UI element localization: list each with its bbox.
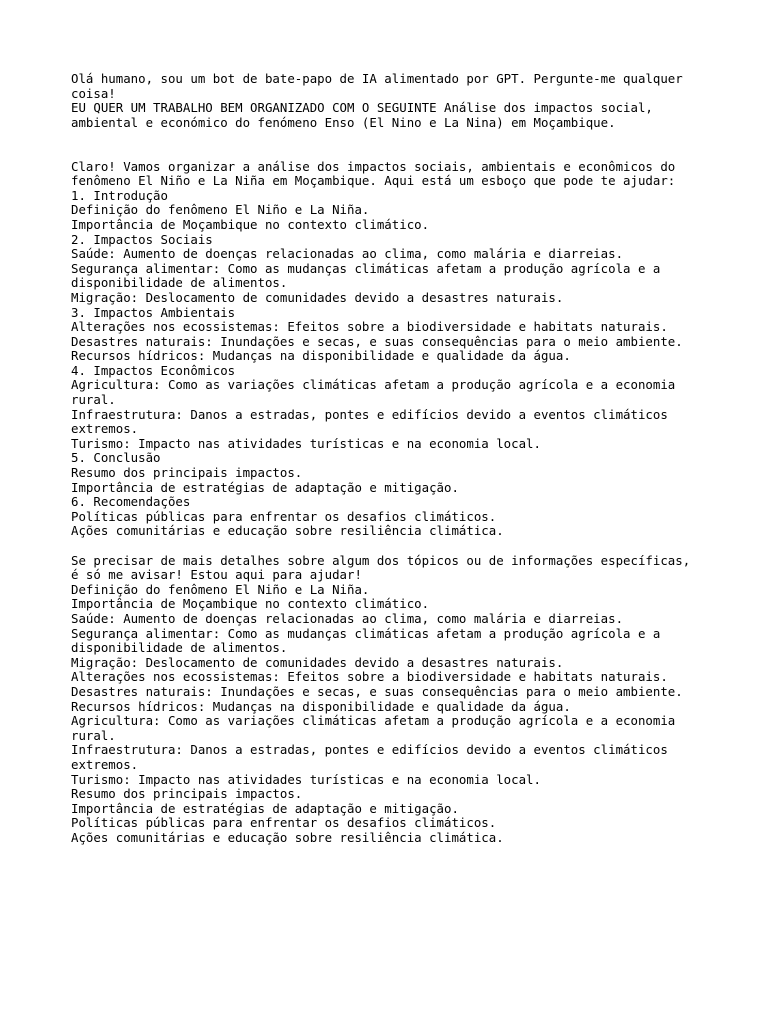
text-line: 1. Introdução [71,187,168,203]
text-line: 3. Impactos Ambientais [71,304,236,320]
text-line: Alterações nos ecossistemas: Efeitos sobre a biodiversidade e habitats naturais. [71,669,668,685]
text-line: Turismo: Impacto nas atividades turísticas e na economia local. [71,435,541,451]
text-line: Saúde: Aumento de doenças relacionadas ao clima, como malária e diarreias. [71,610,624,626]
text-line: Recursos hídricos: Mudanças na disponibilidade e qualidade da água. [71,348,571,364]
text-line: Importância de estratégias de adaptação e mitigação. [71,800,459,816]
section-gap [71,130,731,159]
text-line: Desastres naturais: Inundações e secas, e suas consequências para o meio ambiente. [71,333,683,349]
bot-followup-block [71,554,731,846]
text-line: Definição do fenômeno El Niño e La Niña. [71,202,370,218]
text-line: Recursos hídricos: Mudanças na disponibilidade e qualidade da água. [71,698,571,714]
text-line: rural. [71,727,116,743]
text-line: Se precisar de mais detalhes sobre algum dos tópicos ou de informações específicas, [71,552,691,568]
user-prompt-block [71,72,731,130]
text-line: Alterações nos ecossistemas: Efeitos sobre a biodiversidade e habitats naturais. [71,319,668,335]
section-gap [71,539,731,554]
text-line: Ações comunitárias e educação sobre resiliência climática. [71,829,504,845]
text-line: Importância de estratégias de adaptação e mitigação. [71,479,459,495]
text-line: é só me avisar! Estou aqui para ajudar! [71,567,362,583]
text-line: EU QUER UM TRABALHO BEM ORGANIZADO COM O SEGUINTE Análise dos impactos social, [71,100,653,116]
text-line: extremos. [71,756,139,772]
text-line: Políticas públicas para enfrentar os desafios climáticos. [71,815,497,831]
text-line: fenômeno El Niño e La Niña em Moçambique. Aqui está um esboço que pode te ajudar: [71,173,676,189]
text-line: 6. Recomendações [71,494,191,510]
text-line: Olá humano, sou um bot de bate-papo de IA alimentado por GPT. Pergunte-me qualquer [71,71,683,86]
text-line: disponibilidade de alimentos. [71,275,288,291]
text-line: Saúde: Aumento de doenças relacionadas ao clima, como malária e diarreias. [71,246,624,262]
text-line: Definição do fenômeno El Niño e La Niña. [71,581,370,597]
text-line: Segurança alimentar: Como as mudanças climáticas afetam a produção agrícola e a [71,260,661,276]
text-line: disponibilidade de alimentos. [71,640,288,656]
text-line: rural. [71,392,116,408]
text-line: Agricultura: Como as variações climáticas afetam a produção agrícola e a economia [71,713,676,729]
text-line: 5. Conclusão [71,450,161,466]
text-line: Migração: Deslocamento de comunidades devido a desastres naturais. [71,654,564,670]
text-line: Importância de Moçambique no contexto climático. [71,216,430,232]
bot-response-block [71,160,731,539]
text-line: 2. Impactos Sociais [71,231,213,247]
text-line: Agricultura: Como as variações climáticas afetam a produção agrícola e a economia [71,377,676,393]
document-page [71,72,731,845]
text-line: Infraestrutura: Danos a estradas, pontes e edifícios devido a eventos climáticos [71,406,668,422]
text-line: Ações comunitárias e educação sobre resiliência climática. [71,523,504,539]
text-line: Turismo: Impacto nas atividades turísticas e na economia local. [71,771,541,787]
text-line: 4. Impactos Econômicos [71,362,236,378]
text-line: Resumo dos principais impactos. [71,465,303,481]
text-line: Segurança alimentar: Como as mudanças climáticas afetam a produção agrícola e a [71,625,661,641]
text-line: Importância de Moçambique no contexto climático. [71,596,430,612]
text-line: Desastres naturais: Inundações e secas, e suas consequências para o meio ambiente. [71,683,683,699]
text-line: Migração: Deslocamento de comunidades devido a desastres naturais. [71,289,564,305]
text-line: Claro! Vamos organizar a análise dos impactos sociais, ambientais e econômicos do [71,158,676,174]
text-line: Resumo dos principais impactos. [71,786,303,802]
text-line: extremos. [71,421,139,437]
text-line: Infraestrutura: Danos a estradas, pontes e edifícios devido a eventos climáticos [71,742,668,758]
text-line: Políticas públicas para enfrentar os desafios climáticos. [71,508,497,524]
text-line: coisa! [71,85,116,101]
text-line: ambiental e económico do fenómeno Enso (El Nino e La Nina) em Moçambique. [71,114,616,130]
